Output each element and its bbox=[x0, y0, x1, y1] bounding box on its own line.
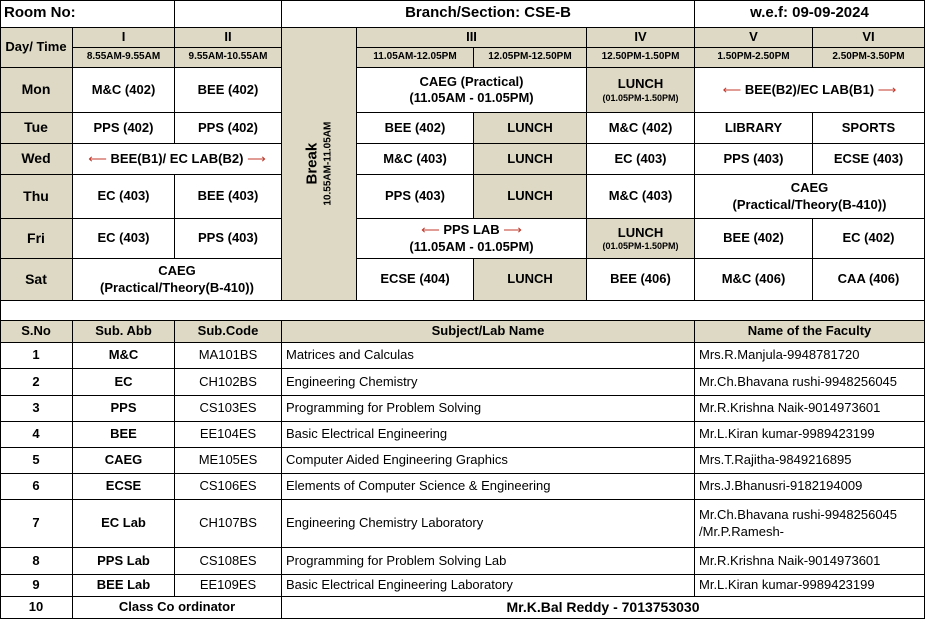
right-arrow-icon: ⟶ bbox=[503, 222, 522, 238]
subject-code-cell: EE109ES bbox=[175, 575, 282, 597]
fri-lunch bbox=[587, 219, 695, 259]
subject-abb-cell: EC bbox=[73, 369, 175, 396]
time-slot-2: 9.55AM-10.55AM bbox=[175, 48, 282, 68]
day-time-label: Day/ Time bbox=[5, 39, 67, 55]
subject-faculty-cell: Mr.Ch.Bhavana rushi-9948256045 /Mr.P.Ramesh- bbox=[695, 500, 925, 548]
subject-no-cell: 8 bbox=[0, 548, 73, 575]
room-label: Room No: bbox=[0, 0, 175, 28]
wed-lab-label: BEE(B1)/ EC LAB(B2) bbox=[110, 150, 244, 166]
subject-name-cell: Programming for Problem Solving Lab bbox=[282, 548, 695, 575]
right-arrow-icon: ⟶ bbox=[247, 150, 266, 166]
sat-p3: ECSE (404) bbox=[357, 259, 474, 301]
subject-faculty-cell: Mr.R.Krishna Naik-9014973601 bbox=[695, 548, 925, 575]
subject-code-cell: ME105ES bbox=[175, 448, 282, 474]
period-5-header: V bbox=[695, 28, 813, 48]
left-arrow-icon: ⟵ bbox=[421, 222, 440, 238]
tue-p3: BEE (402) bbox=[357, 113, 474, 144]
period-3-header: III bbox=[357, 28, 587, 48]
thu-p4: M&C (403) bbox=[587, 175, 695, 219]
subject-faculty-cell: Mrs.J.Bhanusri-9182194009 bbox=[695, 474, 925, 500]
subject-name-cell: Engineering Chemistry bbox=[282, 369, 695, 396]
period-2-header: II bbox=[175, 28, 282, 48]
break-time: 10.55AM-11.05AM bbox=[322, 122, 334, 206]
subject-no-cell: 6 bbox=[0, 474, 73, 500]
subject-no-cell: 5 bbox=[0, 448, 73, 474]
sat-p4: BEE (406) bbox=[587, 259, 695, 301]
subject-no-cell: 1 bbox=[0, 343, 73, 369]
day-wed: Wed bbox=[0, 144, 73, 175]
subject-abb-cell: BEE Lab bbox=[73, 575, 175, 597]
subject-no-cell: 9 bbox=[0, 575, 73, 597]
footer-sno: 10 bbox=[0, 597, 73, 619]
subject-name-cell: Programming for Problem Solving bbox=[282, 396, 695, 422]
left-arrow-icon: ⟵ bbox=[722, 81, 742, 97]
left-arrow-icon: ⟵ bbox=[88, 150, 107, 166]
period-4-header: IV bbox=[587, 28, 695, 48]
time-slot-3: 11.05AM-12.05PM bbox=[357, 48, 474, 68]
sat-caeg bbox=[73, 259, 282, 301]
wed-p5: PPS (403) bbox=[695, 144, 813, 175]
fri-lab-time: (11.05AM - 01.05PM) bbox=[409, 238, 534, 254]
subject-name-cell: Matrices and Calculas bbox=[282, 343, 695, 369]
col-abb-header: Sub. Abb bbox=[73, 321, 175, 343]
wed-lunch: LUNCH bbox=[474, 144, 587, 175]
tue-p5: LIBRARY bbox=[695, 113, 813, 144]
col-name-header: Subject/Lab Name bbox=[282, 321, 695, 343]
subject-abb-cell: PPS bbox=[73, 396, 175, 422]
sat-p5: M&C (406) bbox=[695, 259, 813, 301]
tue-lunch: LUNCH bbox=[474, 113, 587, 144]
tue-p4: M&C (402) bbox=[587, 113, 695, 144]
col-sno-header: S.No bbox=[0, 321, 73, 343]
time-slot-5: 12.50PM-1.50PM bbox=[587, 48, 695, 68]
sat-p6: CAA (406) bbox=[813, 259, 925, 301]
period-1-header: I bbox=[73, 28, 175, 48]
subject-name-cell: Computer Aided Engineering Graphics bbox=[282, 448, 695, 474]
day-mon: Mon bbox=[0, 68, 73, 113]
mon-lab bbox=[695, 68, 925, 113]
break-label: Break bbox=[303, 143, 321, 185]
subject-no-cell: 2 bbox=[0, 369, 73, 396]
time-slot-6: 1.50PM-2.50PM bbox=[695, 48, 813, 68]
period-6-header: VI bbox=[813, 28, 925, 48]
subject-code-cell: CS106ES bbox=[175, 474, 282, 500]
spacer-row bbox=[0, 301, 925, 321]
wef-date: w.e.f: 09-09-2024 bbox=[695, 0, 925, 28]
fri-p5: BEE (402) bbox=[695, 219, 813, 259]
subject-code-cell: CH107BS bbox=[175, 500, 282, 548]
subject-faculty-cell: Mrs.R.Manjula-9948781720 bbox=[695, 343, 925, 369]
day-time-header bbox=[0, 28, 73, 68]
break-column bbox=[282, 28, 357, 301]
subject-name-cell: Basic Electrical Engineering Laboratory bbox=[282, 575, 695, 597]
time-slot-4: 12.05PM-12.50PM bbox=[474, 48, 587, 68]
wed-p4: EC (403) bbox=[587, 144, 695, 175]
subject-code-cell: CS103ES bbox=[175, 396, 282, 422]
class-coordinator-value: Mr.K.Bal Reddy - 7013753030 bbox=[282, 597, 925, 619]
sat-caeg-sub: (Practical/Theory(B-410)) bbox=[100, 279, 254, 295]
mon-caeg-practical bbox=[357, 68, 587, 113]
subject-code-cell: MA101BS bbox=[175, 343, 282, 369]
thu-p1: EC (403) bbox=[73, 175, 175, 219]
sat-caeg-label: CAEG bbox=[158, 263, 196, 279]
day-tue: Tue bbox=[0, 113, 73, 144]
fri-pps-lab bbox=[357, 219, 587, 259]
fri-lunch-label: LUNCH bbox=[617, 224, 664, 240]
subject-abb-cell: PPS Lab bbox=[73, 548, 175, 575]
fri-lab-label: PPS LAB bbox=[443, 222, 500, 238]
mon-p2: BEE (402) bbox=[175, 68, 282, 113]
subject-faculty-cell: Mr.R.Krishna Naik-9014973601 bbox=[695, 396, 925, 422]
col-faculty-header: Name of the Faculty bbox=[695, 321, 925, 343]
subject-abb-cell: EC Lab bbox=[73, 500, 175, 548]
subject-name-cell: Basic Electrical Engineering bbox=[282, 422, 695, 448]
col-code-header: Sub.Code bbox=[175, 321, 282, 343]
tue-p6: SPORTS bbox=[813, 113, 925, 144]
right-arrow-icon: ⟶ bbox=[877, 81, 897, 97]
subject-abb-cell: ECSE bbox=[73, 474, 175, 500]
subject-no-cell: 4 bbox=[0, 422, 73, 448]
subject-name-cell: Engineering Chemistry Laboratory bbox=[282, 500, 695, 548]
fri-lunch-time: (01.05PM-1.50PM) bbox=[602, 241, 679, 251]
subject-code-cell: EE104ES bbox=[175, 422, 282, 448]
fri-p6: EC (402) bbox=[813, 219, 925, 259]
wed-p3: M&C (403) bbox=[357, 144, 474, 175]
subject-abb-cell: BEE bbox=[73, 422, 175, 448]
time-slot-7: 2.50PM-3.50PM bbox=[813, 48, 925, 68]
mon-lunch-time: (01.05PM-1.50PM) bbox=[602, 92, 679, 103]
subject-name-cell: Elements of Computer Science & Engineering bbox=[282, 474, 695, 500]
subject-abb-cell: M&C bbox=[73, 343, 175, 369]
subject-no-cell: 7 bbox=[0, 500, 73, 548]
day-thu: Thu bbox=[0, 175, 73, 219]
class-coordinator-label: Class Co ordinator bbox=[73, 597, 282, 619]
wed-lab bbox=[73, 144, 282, 175]
thu-caeg-label: CAEG bbox=[790, 180, 829, 196]
sat-lunch: LUNCH bbox=[474, 259, 587, 301]
subject-faculty-cell: Mr.Ch.Bhavana rushi-9948256045 bbox=[695, 369, 925, 396]
mon-caeg-time: (11.05AM - 01.05PM) bbox=[409, 90, 534, 105]
day-sat: Sat bbox=[0, 259, 73, 301]
mon-caeg-label: CAEG (Practical) bbox=[419, 73, 524, 89]
fri-p2: PPS (403) bbox=[175, 219, 282, 259]
subject-faculty-cell: Mr.L.Kiran kumar-9989423199 bbox=[695, 422, 925, 448]
subject-code-cell: CH102BS bbox=[175, 369, 282, 396]
title-spacer bbox=[175, 0, 282, 28]
branch-section: Branch/Section: CSE-B bbox=[282, 0, 695, 28]
thu-caeg bbox=[695, 175, 925, 219]
time-slot-1: 8.55AM-9.55AM bbox=[73, 48, 175, 68]
mon-lab-label: BEE(B2)/EC LAB(B1) bbox=[744, 81, 875, 97]
wed-p6: ECSE (403) bbox=[813, 144, 925, 175]
tue-p2: PPS (402) bbox=[175, 113, 282, 144]
subject-code-cell: CS108ES bbox=[175, 548, 282, 575]
thu-p2: BEE (403) bbox=[175, 175, 282, 219]
tue-p1: PPS (402) bbox=[73, 113, 175, 144]
thu-lunch: LUNCH bbox=[474, 175, 587, 219]
subject-abb-cell: CAEG bbox=[73, 448, 175, 474]
mon-lunch-label: LUNCH bbox=[617, 76, 664, 92]
mon-lunch bbox=[587, 68, 695, 113]
thu-caeg-sub: (Practical/Theory(B-410)) bbox=[732, 196, 887, 212]
day-fri: Fri bbox=[0, 219, 73, 259]
subject-faculty-cell: Mrs.T.Rajitha-9849216895 bbox=[695, 448, 925, 474]
subject-faculty-cell: Mr.L.Kiran kumar-9989423199 bbox=[695, 575, 925, 597]
subject-no-cell: 3 bbox=[0, 396, 73, 422]
thu-p3: PPS (403) bbox=[357, 175, 474, 219]
fri-p1: EC (403) bbox=[73, 219, 175, 259]
mon-p1: M&C (402) bbox=[73, 68, 175, 113]
